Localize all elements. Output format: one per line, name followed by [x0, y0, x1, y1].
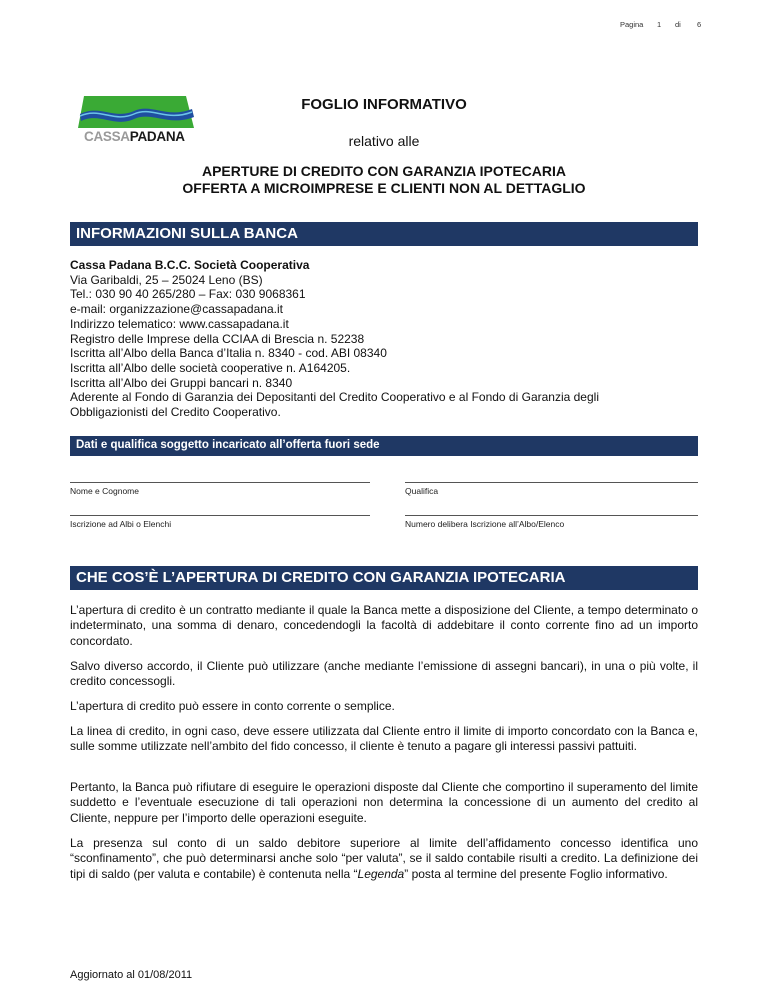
- document-product-title: [0, 163, 768, 197]
- paragraph: L’apertura di credito può essere in conto corrente o semplice.: [70, 699, 395, 713]
- paragraph: Pertanto, la Banca può rifiutare di eseguire le operazioni disposte dal Cliente che comportino il superamento del limite suddetto e l’eventuale esecuzione di tali operazioni non determina la concessione di un aumento del credito al Cliente, neppure per l’importo delle operazioni eseguite.: [70, 780, 698, 825]
- page-current: 1: [657, 20, 662, 29]
- paragraph: Salvo diverso accordo, il Cliente può utilizzare (anche mediante l’emissione di assegni bancari), in una o più volte, il credito concessogli.: [70, 659, 698, 689]
- document-title: FOGLIO INFORMATIVO: [301, 96, 467, 113]
- logo-wordmark: CASSAPADANA: [84, 129, 185, 144]
- bank-info-line: Registro delle Imprese della CCIAA di Brescia n. 52238: [70, 331, 365, 346]
- paragraph: L’apertura di credito è un contratto mediante il quale la Banca mette a disposizione del Cliente, a tempo determinato o indeterminato, una somma di denaro, concedendogli la facoltà di addebitare il conto corrente fino ad un importo concordato.: [70, 603, 698, 648]
- bank-info-line: Aderente al Fondo di Garanzia dei Depositanti del Credito Cooperativo e al Fondo di Garanzia degli: [70, 390, 599, 405]
- bank-info-line: Obbligazionisti del Credito Cooperativo.: [70, 405, 281, 420]
- product-title-line-1: APERTURE DI CREDITO CON GARANZIA IPOTECARIA: [201, 163, 566, 179]
- page-total: 6: [697, 20, 702, 29]
- paragraph-legenda: La presenza sul conto di un saldo debitore superiore al limite dell’affidamento concesso identifica uno “sconfinamento”, che può determinarsi anche solo “per valuta”, se il saldo contabile risulti a credito. La definizione dei tipi di saldo (per valuta e contabile) è contenuta nella “Legenda” posta al termine del presente Foglio informativo.: [70, 836, 698, 881]
- bank-info-line: Indirizzo telematico: www.cassapadana.it: [70, 316, 289, 331]
- bank-info-line: Tel.: 030 90 40 265/280 – Fax: 030 9068361: [70, 287, 306, 302]
- bank-info-line: e-mail: organizzazione@cassapadana.it: [70, 302, 283, 317]
- field-registration: Iscrizione ad Albi o Elenchi: [70, 515, 370, 529]
- bank-info-line: Iscritta all’Albo delle società cooperative n. A164205.: [70, 360, 351, 375]
- paragraph: La linea di credito, in ogni caso, deve essere utilizzata dal Cliente entro il limite di importo concordato con la Banca e, sulle somme utilizzate nell’ambito del fido concesso, il cliente è tenuto a pagare gli interessi passivi pattuiti.: [70, 724, 698, 754]
- page-of-label: di: [675, 20, 681, 29]
- section-heading-what-is: CHE COS’È L’APERTURA DI CREDITO CON GARANZIA IPOTECARIA: [70, 566, 698, 590]
- document-subtitle: relativo alle: [348, 133, 420, 149]
- field-name: Nome e Cognome: [70, 482, 370, 496]
- section-heading-offer: Dati e qualifica soggetto incaricato all’offerta fuori sede: [70, 436, 698, 456]
- footer-updated-date: Aggiornato al 01/08/2011: [70, 969, 193, 981]
- legenda-emphasis: Legenda: [357, 866, 405, 881]
- product-title-line-2: OFFERTA A MICROIMPRESE E CLIENTI NON AL DETTAGLIO: [182, 180, 586, 196]
- bank-name: Cassa Padana B.C.C. Società Cooperativa: [70, 258, 310, 272]
- section-heading-bank-info: INFORMAZIONI SULLA BANCA: [70, 222, 698, 246]
- bank-info-line: Iscritta all’Albo della Banca d’Italia n. 8340 - cod. ABI 08340: [70, 346, 387, 361]
- page-label: Pagina: [620, 20, 644, 29]
- field-role: Qualifica: [405, 482, 698, 496]
- bank-info-block: [70, 258, 710, 420]
- field-resolution: Numero delibera Iscrizione all’Albo/Elenco: [405, 515, 698, 529]
- bank-info-line: Via Garibaldi, 25 – 25024 Leno (BS): [70, 272, 263, 287]
- bank-info-line: Iscritta all’Albo dei Gruppi bancari n. 8340: [70, 375, 293, 390]
